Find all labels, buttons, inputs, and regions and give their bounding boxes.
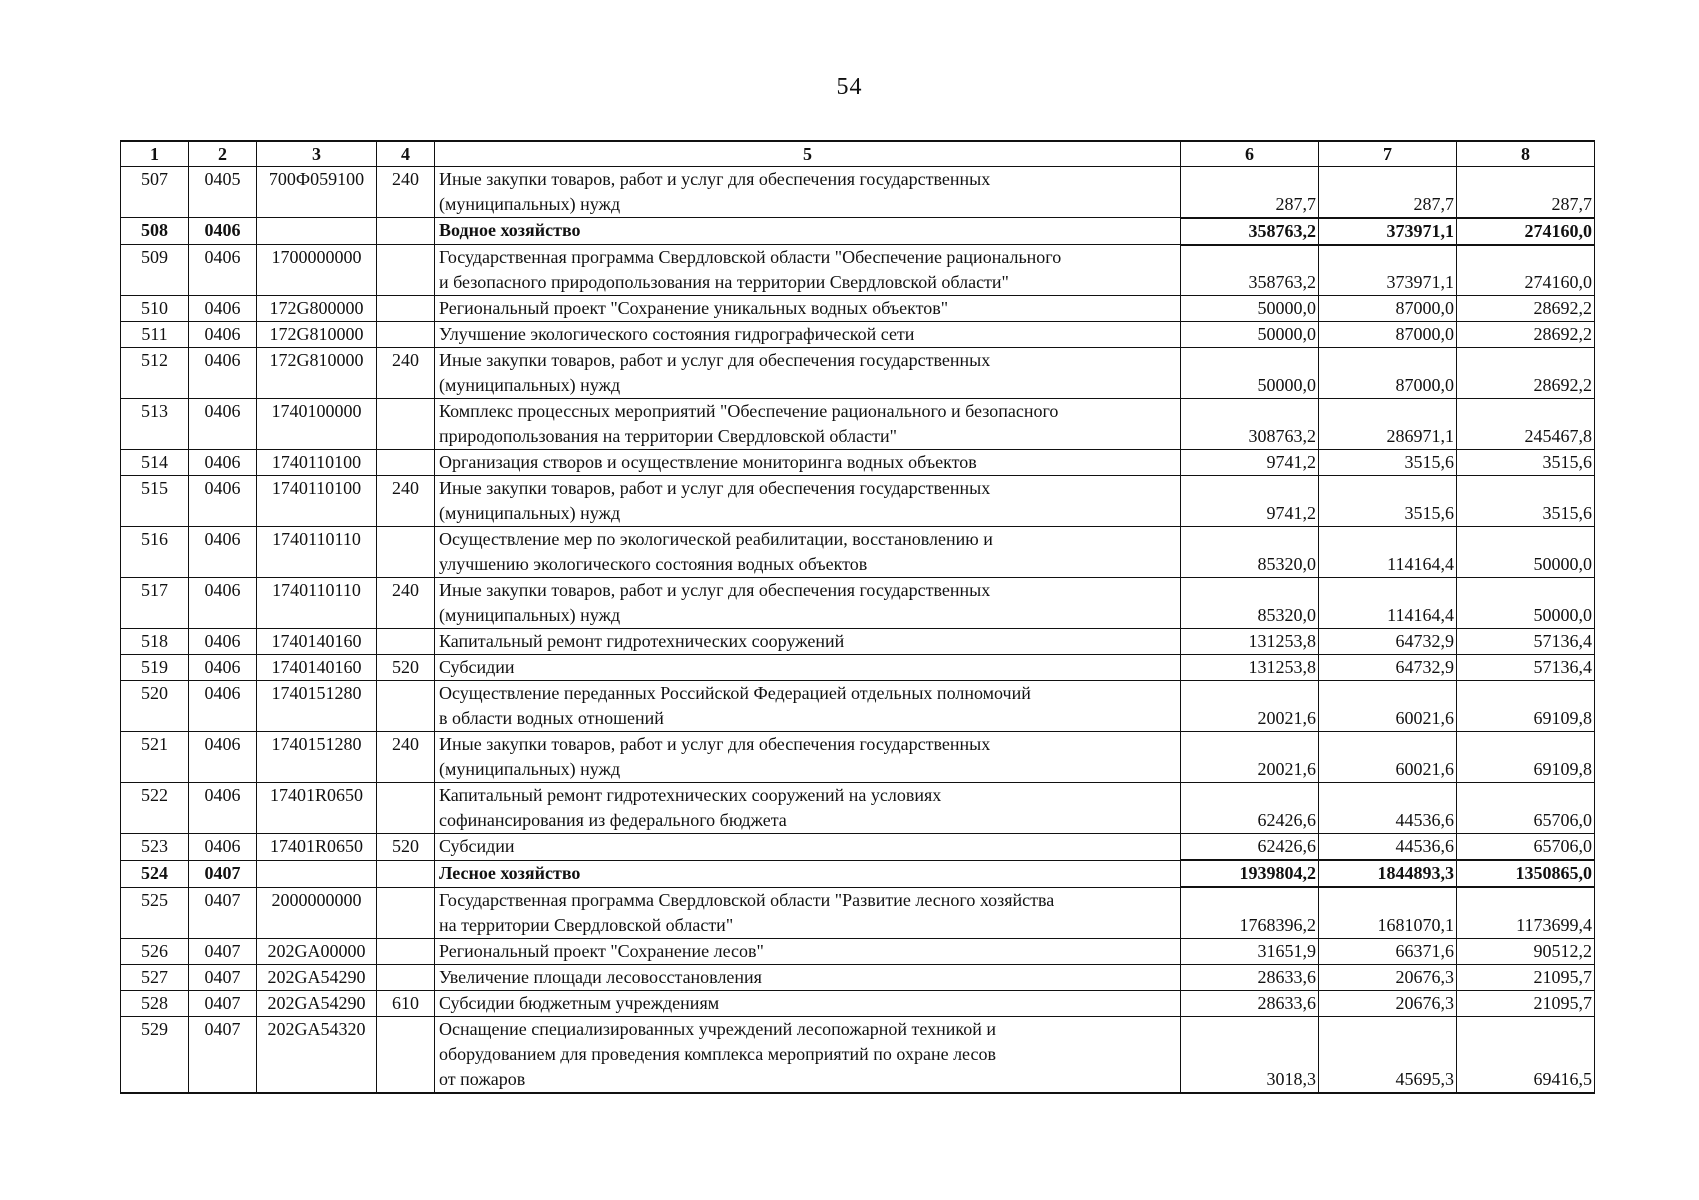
cell-amount-col7: 87000,0 — [1319, 296, 1457, 322]
cell-expense-type — [377, 527, 435, 578]
cell-amount-col6: 308763,2 — [1181, 399, 1319, 450]
cell-amount-col7: 1844893,3 — [1319, 860, 1457, 887]
cell-amount-col7: 66371,6 — [1319, 938, 1457, 964]
header-col-7: 7 — [1319, 141, 1457, 167]
cell-target-code: 17401R0650 — [257, 834, 377, 861]
cell-item-name — [435, 629, 1181, 655]
item-name-line: Организация створов и осуществление мониторинга водных объектов — [439, 452, 977, 472]
cell-expense-type — [377, 938, 435, 964]
cell-row-number: 526 — [121, 938, 189, 964]
cell-amount-col7: 45695,3 — [1319, 1016, 1457, 1093]
cell-expense-type: 240 — [377, 167, 435, 218]
cell-target-code: 202GA54320 — [257, 1016, 377, 1093]
cell-section-code: 0406 — [189, 450, 257, 476]
cell-item-name — [435, 578, 1181, 629]
cell-expense-type: 240 — [377, 578, 435, 629]
cell-target-code: 202GA54290 — [257, 990, 377, 1016]
table-row — [121, 732, 1595, 783]
item-name-line: Осуществление переданных Российской Федерацией отдельных полномочий — [439, 683, 1031, 703]
cell-expense-type: 240 — [377, 476, 435, 527]
cell-amount-col7: 64732,9 — [1319, 629, 1457, 655]
cell-expense-type — [377, 887, 435, 938]
page-number: 54 — [836, 74, 863, 100]
cell-item-name — [435, 245, 1181, 296]
cell-amount-col8: 287,7 — [1457, 167, 1595, 218]
item-name-line: софинансирования из федерального бюджета — [439, 810, 787, 830]
header-col-6: 6 — [1181, 141, 1319, 167]
cell-row-number: 509 — [121, 245, 189, 296]
cell-item-name — [435, 964, 1181, 990]
cell-target-code: 1740151280 — [257, 732, 377, 783]
cell-amount-col6: 131253,8 — [1181, 629, 1319, 655]
cell-item-name — [435, 322, 1181, 348]
cell-item-name — [435, 218, 1181, 245]
cell-amount-col7: 20676,3 — [1319, 990, 1457, 1016]
cell-section-code: 0406 — [189, 732, 257, 783]
cell-target-code — [257, 860, 377, 887]
table-row — [121, 1016, 1595, 1093]
cell-expense-type — [377, 964, 435, 990]
cell-row-number: 513 — [121, 399, 189, 450]
cell-row-number: 519 — [121, 655, 189, 681]
item-name-line: Иные закупки товаров, работ и услуг для обеспечения государственных — [439, 580, 991, 600]
cell-expense-type — [377, 629, 435, 655]
cell-row-number: 523 — [121, 834, 189, 861]
cell-amount-col8: 3515,6 — [1457, 450, 1595, 476]
cell-section-code: 0407 — [189, 1016, 257, 1093]
item-name-line: Водное хозяйство — [439, 220, 581, 240]
table-header — [121, 141, 1595, 167]
cell-expense-type — [377, 1016, 435, 1093]
cell-amount-col7: 87000,0 — [1319, 322, 1457, 348]
cell-target-code: 172G810000 — [257, 348, 377, 399]
cell-amount-col6: 20021,6 — [1181, 681, 1319, 732]
cell-item-name — [435, 681, 1181, 732]
cell-amount-col6: 50000,0 — [1181, 348, 1319, 399]
item-name-line: Государственная программа Свердловской области "Обеспечение рационального — [439, 247, 1062, 267]
item-name-line: от пожаров — [439, 1068, 526, 1089]
table-row — [121, 990, 1595, 1016]
cell-row-number: 508 — [121, 218, 189, 245]
cell-section-code: 0406 — [189, 681, 257, 732]
item-name-line: (муниципальных) нужд — [439, 759, 621, 779]
cell-target-code: 172G810000 — [257, 322, 377, 348]
cell-expense-type: 520 — [377, 655, 435, 681]
cell-target-code: 1740140160 — [257, 629, 377, 655]
cell-amount-col6: 20021,6 — [1181, 732, 1319, 783]
cell-amount-col6: 50000,0 — [1181, 296, 1319, 322]
item-name-line: на территории Свердловской области" — [439, 914, 734, 935]
cell-section-code: 0406 — [189, 476, 257, 527]
cell-target-code: 1740100000 — [257, 399, 377, 450]
table-row — [121, 322, 1595, 348]
cell-amount-col6: 287,7 — [1181, 167, 1319, 218]
cell-row-number: 511 — [121, 322, 189, 348]
cell-item-name — [435, 476, 1181, 527]
cell-section-code: 0407 — [189, 964, 257, 990]
cell-row-number: 529 — [121, 1016, 189, 1093]
cell-amount-col8: 50000,0 — [1457, 527, 1595, 578]
cell-expense-type: 520 — [377, 834, 435, 861]
item-name-line: Улучшение экологического состояния гидрографической сети — [439, 324, 915, 344]
cell-item-name — [435, 990, 1181, 1016]
item-name-line: Иные закупки товаров, работ и услуг для обеспечения государственных — [439, 169, 991, 189]
cell-row-number: 517 — [121, 578, 189, 629]
cell-expense-type: 240 — [377, 348, 435, 399]
table-row — [121, 476, 1595, 527]
cell-item-name — [435, 1016, 1181, 1093]
cell-amount-col8: 21095,7 — [1457, 990, 1595, 1016]
item-name-line: Лесное хозяйство — [439, 862, 581, 883]
cell-row-number: 520 — [121, 681, 189, 732]
cell-item-name — [435, 938, 1181, 964]
table-row — [121, 527, 1595, 578]
item-name-line: в области водных отношений — [439, 708, 664, 728]
cell-amount-col8: 274160,0 — [1457, 218, 1595, 245]
item-name-line: и безопасного природопользования на территории Свердловской области" — [439, 272, 1009, 292]
cell-section-code: 0407 — [189, 887, 257, 938]
item-name-line: Региональный проект "Сохранение уникальных водных объектов" — [439, 298, 949, 318]
header-col-1: 1 — [121, 141, 189, 167]
header-col-3: 3 — [257, 141, 377, 167]
cell-amount-col6: 62426,6 — [1181, 783, 1319, 834]
cell-item-name — [435, 860, 1181, 887]
cell-amount-col8: 90512,2 — [1457, 938, 1595, 964]
cell-amount-col7: 114164,4 — [1319, 527, 1457, 578]
cell-target-code: 1740110100 — [257, 450, 377, 476]
item-name-line: Капитальный ремонт гидротехнических сооружений на условиях — [439, 785, 942, 805]
cell-amount-col6: 85320,0 — [1181, 578, 1319, 629]
cell-row-number: 521 — [121, 732, 189, 783]
item-name-line: улучшению экологического состояния водных объектов — [439, 554, 868, 574]
cell-expense-type — [377, 783, 435, 834]
cell-amount-col6: 358763,2 — [1181, 218, 1319, 245]
item-name-line: Иные закупки товаров, работ и услуг для обеспечения государственных — [439, 734, 991, 754]
cell-amount-col7: 373971,1 — [1319, 218, 1457, 245]
cell-section-code: 0406 — [189, 783, 257, 834]
cell-item-name — [435, 348, 1181, 399]
cell-amount-col8: 28692,2 — [1457, 322, 1595, 348]
cell-expense-type: 610 — [377, 990, 435, 1016]
cell-amount-col8: 69109,8 — [1457, 732, 1595, 783]
table-row — [121, 450, 1595, 476]
cell-item-name — [435, 296, 1181, 322]
table-row — [121, 834, 1595, 861]
cell-expense-type — [377, 860, 435, 887]
cell-section-code: 0406 — [189, 399, 257, 450]
cell-amount-col7: 20676,3 — [1319, 964, 1457, 990]
cell-amount-col7: 3515,6 — [1319, 476, 1457, 527]
cell-item-name — [435, 527, 1181, 578]
item-name-line: Субсидии — [439, 657, 515, 677]
cell-section-code: 0406 — [189, 322, 257, 348]
cell-amount-col7: 373971,1 — [1319, 245, 1457, 296]
cell-section-code: 0406 — [189, 527, 257, 578]
cell-amount-col7: 1681070,1 — [1319, 887, 1457, 938]
item-name-line: (муниципальных) нужд — [439, 605, 621, 625]
cell-section-code: 0407 — [189, 990, 257, 1016]
cell-item-name — [435, 732, 1181, 783]
cell-section-code: 0406 — [189, 629, 257, 655]
header-row — [121, 141, 1595, 167]
cell-amount-col7: 286971,1 — [1319, 399, 1457, 450]
cell-amount-col6: 131253,8 — [1181, 655, 1319, 681]
cell-amount-col7: 287,7 — [1319, 167, 1457, 218]
table-body — [121, 167, 1595, 1093]
cell-amount-col8: 3515,6 — [1457, 476, 1595, 527]
cell-amount-col6: 28633,6 — [1181, 990, 1319, 1016]
item-name-line: Государственная программа Свердловской области "Развитие лесного хозяйства — [439, 889, 1055, 910]
cell-target-code: 1740140160 — [257, 655, 377, 681]
table-row — [121, 296, 1595, 322]
cell-target-code: 1740151280 — [257, 681, 377, 732]
cell-section-code: 0406 — [189, 578, 257, 629]
cell-target-code: 172G800000 — [257, 296, 377, 322]
cell-target-code — [257, 218, 377, 245]
cell-row-number: 522 — [121, 783, 189, 834]
cell-expense-type — [377, 296, 435, 322]
cell-section-code: 0406 — [189, 245, 257, 296]
cell-row-number: 528 — [121, 990, 189, 1016]
cell-target-code: 700Ф059100 — [257, 167, 377, 218]
item-name-line: (муниципальных) нужд — [439, 194, 621, 214]
cell-amount-col6: 3018,3 — [1181, 1016, 1319, 1093]
cell-section-code: 0406 — [189, 834, 257, 861]
header-col-5: 5 — [435, 141, 1181, 167]
cell-section-code: 0406 — [189, 348, 257, 399]
cell-amount-col7: 3515,6 — [1319, 450, 1457, 476]
cell-section-code: 0406 — [189, 655, 257, 681]
item-name-line: Иные закупки товаров, работ и услуг для обеспечения государственных — [439, 350, 991, 370]
cell-row-number: 507 — [121, 167, 189, 218]
cell-row-number: 510 — [121, 296, 189, 322]
table-row — [121, 938, 1595, 964]
header-col-2: 2 — [189, 141, 257, 167]
table-row — [121, 783, 1595, 834]
cell-amount-col8: 65706,0 — [1457, 783, 1595, 834]
item-name-line: (муниципальных) нужд — [439, 503, 621, 523]
cell-item-name — [435, 834, 1181, 861]
cell-amount-col6: 50000,0 — [1181, 322, 1319, 348]
cell-expense-type — [377, 399, 435, 450]
cell-row-number: 527 — [121, 964, 189, 990]
cell-amount-col8: 57136,4 — [1457, 629, 1595, 655]
table-row — [121, 629, 1595, 655]
cell-amount-col7: 44536,6 — [1319, 834, 1457, 861]
item-name-line: Капитальный ремонт гидротехнических сооружений — [439, 631, 845, 651]
cell-amount-col6: 9741,2 — [1181, 450, 1319, 476]
cell-amount-col8: 65706,0 — [1457, 834, 1595, 861]
cell-amount-col8: 57136,4 — [1457, 655, 1595, 681]
item-name-line: Комплекс процессных мероприятий "Обеспечение рационального и безопасного — [439, 401, 1059, 421]
cell-amount-col6: 9741,2 — [1181, 476, 1319, 527]
cell-target-code: 2000000000 — [257, 887, 377, 938]
item-name-line: Региональный проект "Сохранение лесов" — [439, 940, 764, 961]
cell-section-code: 0407 — [189, 938, 257, 964]
cell-row-number: 514 — [121, 450, 189, 476]
cell-item-name — [435, 783, 1181, 834]
cell-target-code: 1740110110 — [257, 527, 377, 578]
cell-item-name — [435, 167, 1181, 218]
cell-section-code: 0406 — [189, 296, 257, 322]
cell-amount-col6: 85320,0 — [1181, 527, 1319, 578]
table-row — [121, 167, 1595, 218]
cell-amount-col8: 28692,2 — [1457, 296, 1595, 322]
item-name-line: Оснащение специализированных учреждений лесопожарной техникой и — [439, 1018, 996, 1039]
table-row — [121, 964, 1595, 990]
cell-amount-col6: 1768396,2 — [1181, 887, 1319, 938]
cell-item-name — [435, 399, 1181, 450]
cell-row-number: 516 — [121, 527, 189, 578]
table-row — [121, 860, 1595, 887]
header-col-8: 8 — [1457, 141, 1595, 167]
item-name-line: (муниципальных) нужд — [439, 375, 621, 395]
table-row — [121, 887, 1595, 938]
cell-target-code: 1740110110 — [257, 578, 377, 629]
cell-amount-col7: 44536,6 — [1319, 783, 1457, 834]
cell-amount-col7: 64732,9 — [1319, 655, 1457, 681]
cell-expense-type — [377, 450, 435, 476]
cell-row-number: 524 — [121, 860, 189, 887]
cell-target-code: 202GA00000 — [257, 938, 377, 964]
cell-section-code: 0407 — [189, 860, 257, 887]
cell-item-name — [435, 450, 1181, 476]
cell-amount-col8: 50000,0 — [1457, 578, 1595, 629]
cell-target-code: 202GA54290 — [257, 964, 377, 990]
cell-amount-col7: 87000,0 — [1319, 348, 1457, 399]
table-row — [121, 578, 1595, 629]
header-col-4: 4 — [377, 141, 435, 167]
cell-amount-col8: 69109,8 — [1457, 681, 1595, 732]
cell-target-code: 1700000000 — [257, 245, 377, 296]
cell-expense-type — [377, 322, 435, 348]
cell-amount-col6: 31651,9 — [1181, 938, 1319, 964]
item-name-line: Осуществление мер по экологической реабилитации, восстановлению и — [439, 529, 993, 549]
item-name-line: Иные закупки товаров, работ и услуг для обеспечения государственных — [439, 478, 991, 498]
budget-table — [120, 140, 1595, 1094]
cell-row-number: 518 — [121, 629, 189, 655]
cell-amount-col8: 69416,5 — [1457, 1016, 1595, 1093]
cell-target-code: 1740110100 — [257, 476, 377, 527]
cell-amount-col6: 358763,2 — [1181, 245, 1319, 296]
cell-row-number: 525 — [121, 887, 189, 938]
cell-amount-col6: 62426,6 — [1181, 834, 1319, 861]
cell-amount-col7: 60021,6 — [1319, 681, 1457, 732]
cell-expense-type — [377, 681, 435, 732]
cell-section-code: 0406 — [189, 218, 257, 245]
item-name-line: Субсидии бюджетным учреждениям — [439, 992, 720, 1013]
table-row — [121, 245, 1595, 296]
table-row — [121, 399, 1595, 450]
cell-expense-type — [377, 218, 435, 245]
item-name-line: Субсидии — [439, 836, 515, 856]
cell-amount-col8: 28692,2 — [1457, 348, 1595, 399]
cell-item-name — [435, 655, 1181, 681]
item-name-line: оборудованием для проведения комплекса мероприятий по охране лесов — [439, 1043, 996, 1064]
cell-amount-col8: 274160,0 — [1457, 245, 1595, 296]
cell-amount-col6: 1939804,2 — [1181, 860, 1319, 887]
cell-amount-col8: 245467,8 — [1457, 399, 1595, 450]
cell-amount-col7: 114164,4 — [1319, 578, 1457, 629]
cell-amount-col8: 1350865,0 — [1457, 860, 1595, 887]
cell-amount-col8: 21095,7 — [1457, 964, 1595, 990]
cell-amount-col6: 28633,6 — [1181, 964, 1319, 990]
cell-row-number: 515 — [121, 476, 189, 527]
item-name-line: природопользования на территории Свердловской области" — [439, 426, 897, 446]
table-row — [121, 218, 1595, 245]
cell-section-code: 0405 — [189, 167, 257, 218]
cell-target-code: 17401R0650 — [257, 783, 377, 834]
cell-expense-type — [377, 245, 435, 296]
cell-amount-col8: 1173699,4 — [1457, 887, 1595, 938]
cell-amount-col7: 60021,6 — [1319, 732, 1457, 783]
item-name-line: Увеличение площади лесовосстановления — [439, 966, 762, 987]
table-row — [121, 655, 1595, 681]
table-row — [121, 348, 1595, 399]
cell-expense-type: 240 — [377, 732, 435, 783]
table-row — [121, 681, 1595, 732]
cell-row-number: 512 — [121, 348, 189, 399]
cell-item-name — [435, 887, 1181, 938]
